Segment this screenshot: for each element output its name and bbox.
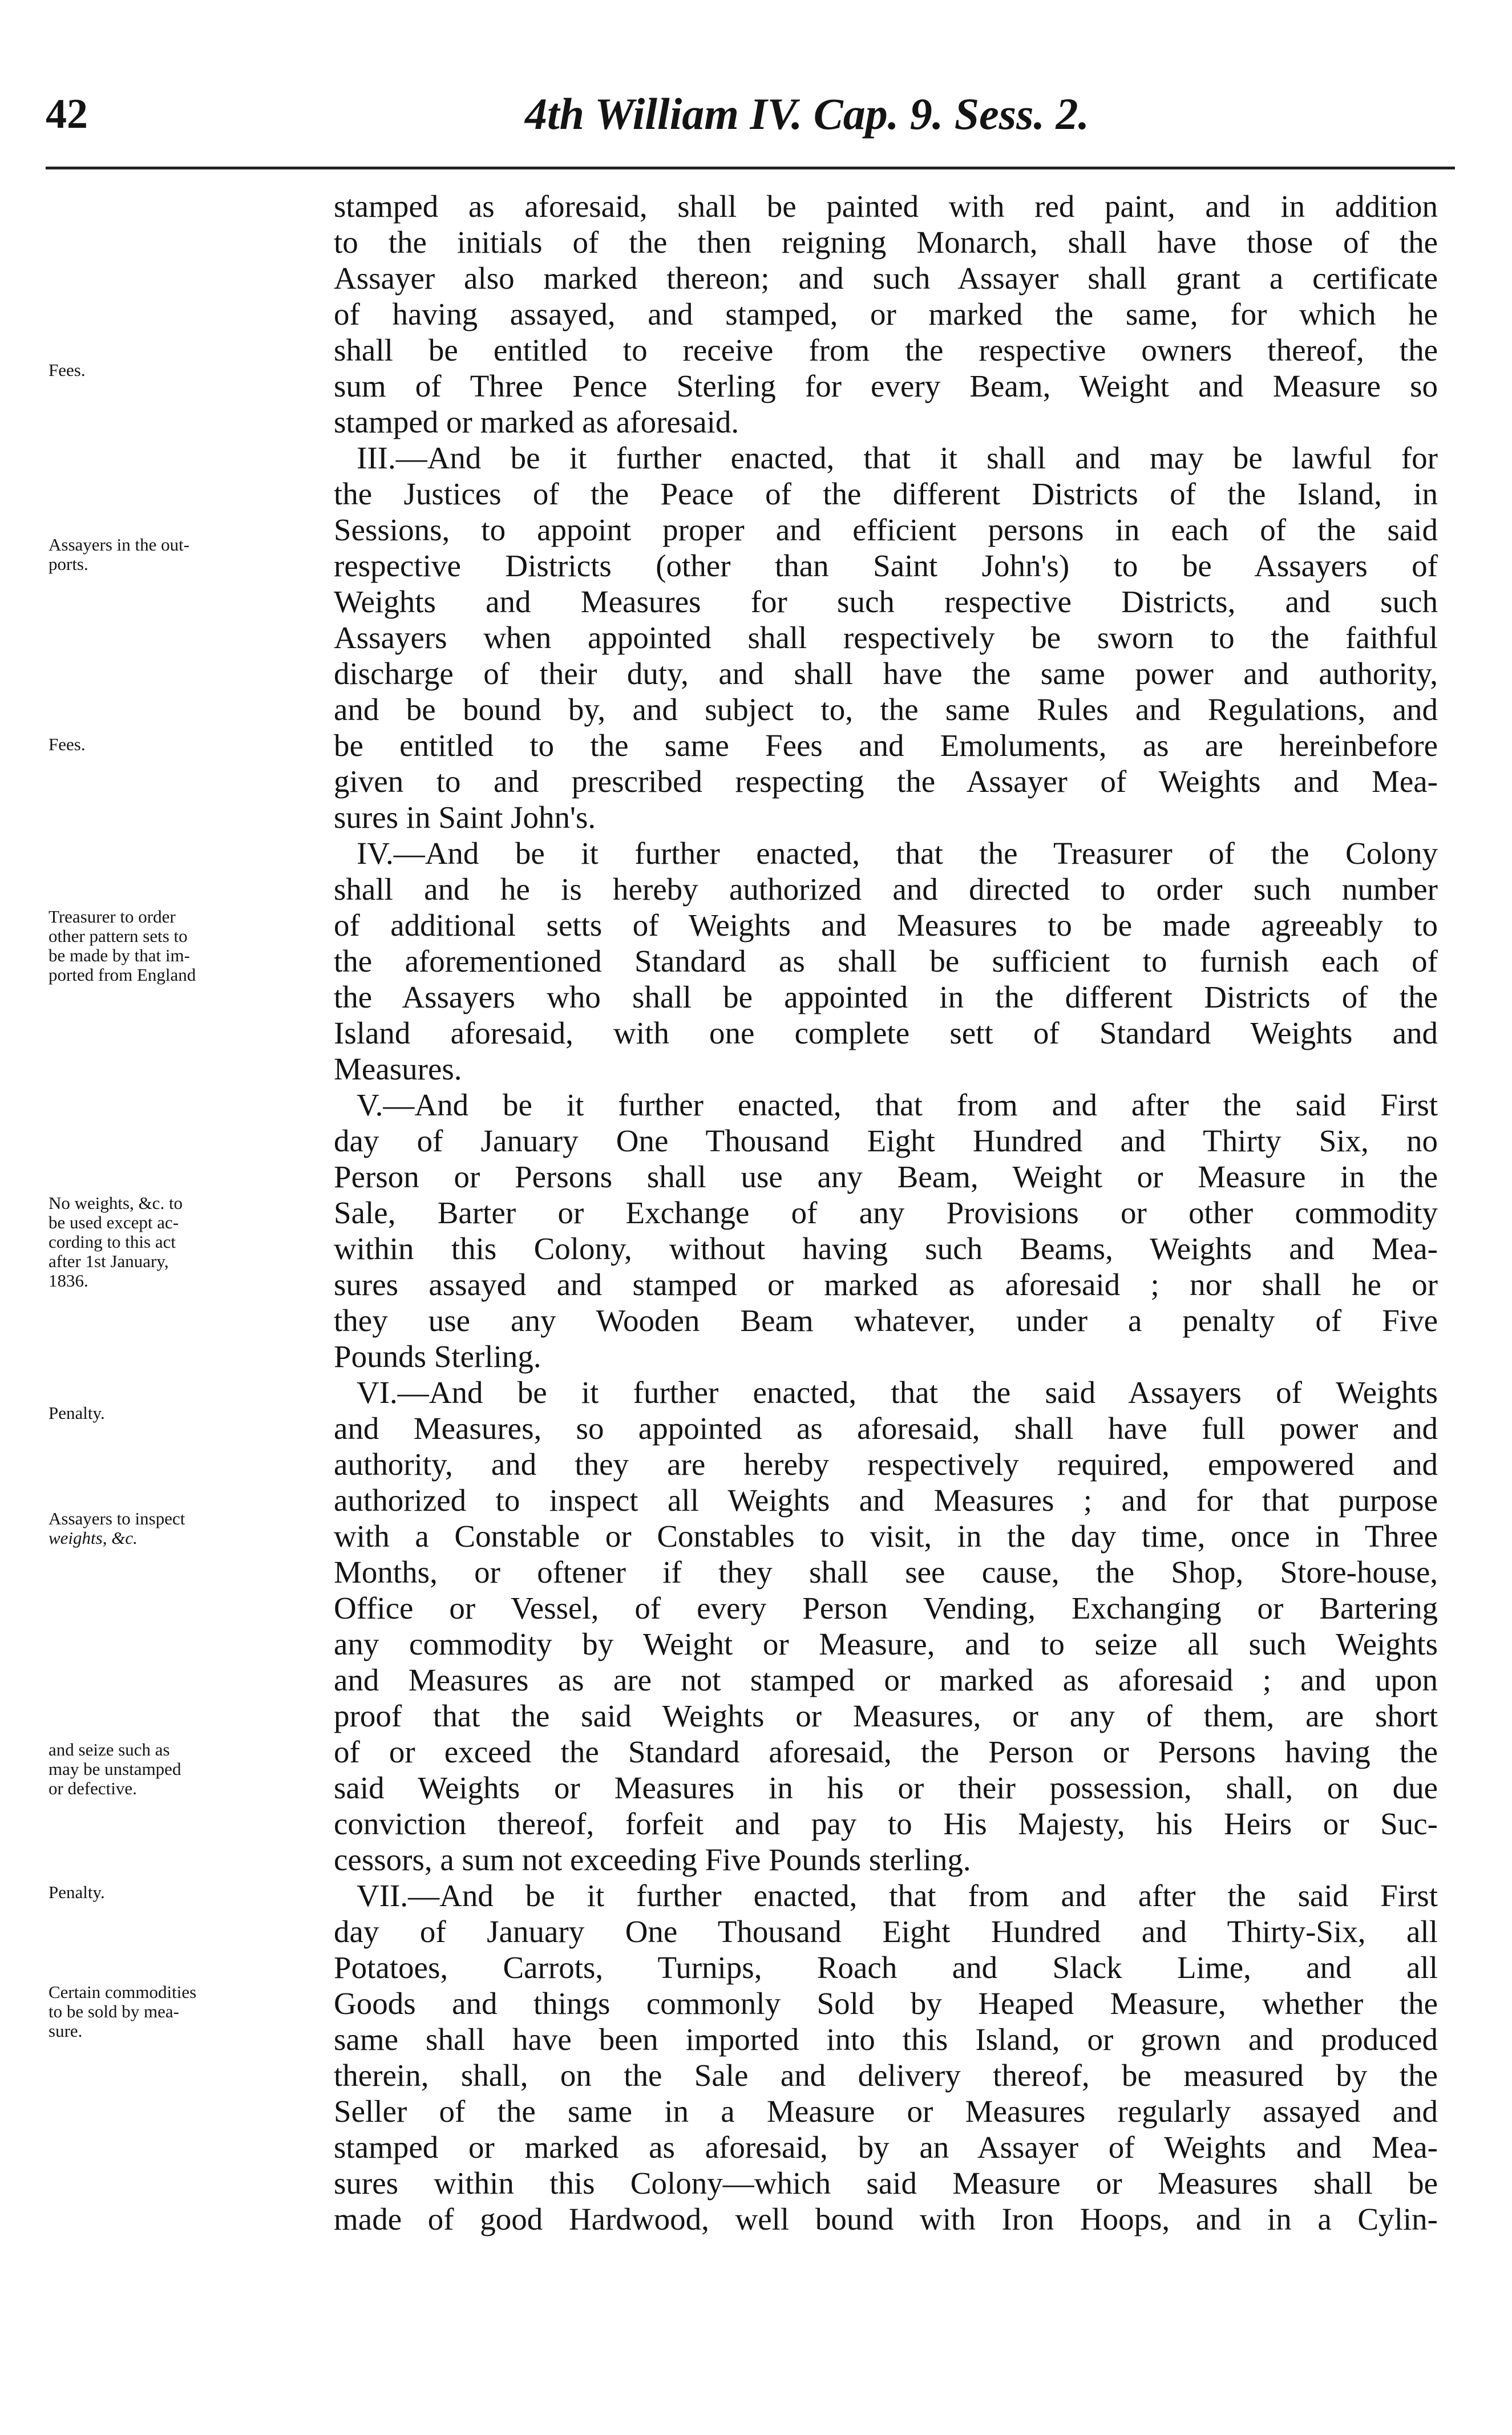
body-line: be entitled to the same Fees and Emoluments, as are hereinbefore <box>334 728 1438 763</box>
body-line: and be bound by, and subject to, the same Rules and Regulations, and <box>334 692 1438 727</box>
body-line: Pounds Sterling. <box>334 1339 541 1374</box>
body-line: therein, shall, on the Sale and delivery thereof, be measured by the <box>334 2058 1438 2093</box>
body-line: of additional setts of Weights and Measures to be made agreeably to <box>334 908 1438 943</box>
body-line: Island aforesaid, with one complete sett of Standard Weights and <box>334 1016 1438 1050</box>
running-head: 4th William IV. Cap. 9. Sess. 2. <box>525 89 1090 139</box>
body-line: respective Districts (other than Saint John's) to be Assayers of <box>334 548 1438 583</box>
body-line: within this Colony, without having such Beams, Weights and Mea- <box>334 1231 1438 1266</box>
body-line: sures in Saint John's. <box>334 800 596 835</box>
body-line: Assayer also marked thereon; and such Assayer shall grant a certificate <box>334 261 1438 296</box>
body-line: conviction thereof, forfeit and pay to His Majesty, his Heirs or Suc- <box>334 1806 1438 1841</box>
body-line: VII.—And be it further enacted, that from and after the said First <box>357 1878 1438 1913</box>
body-line: they use any Wooden Beam whatever, under a penalty of Five <box>334 1303 1438 1338</box>
margin-note-treasurer <box>48 907 322 985</box>
body-line: VI.—And be it further enacted, that the said Assayers of Weights <box>357 1375 1438 1410</box>
body-line: sures assayed and stamped or marked as aforesaid ; nor shall he or <box>334 1267 1438 1302</box>
body-line: proof that the said Weights or Measures, or any of them, are short <box>334 1698 1438 1733</box>
body-line: to the initials of the then reigning Monarch, shall have those of the <box>334 225 1438 260</box>
body-line: authorized to inspect all Weights and Measures ; and for that purpose <box>334 1483 1438 1518</box>
body-line: sures within this Colony—which said Measure or Measures shall be <box>334 2166 1438 2201</box>
body-line: given to and prescribed respecting the Assayer of Weights and Mea- <box>334 764 1438 799</box>
body-line: Sale, Barter or Exchange of any Provisions or other commodity <box>334 1195 1438 1230</box>
margin-note-line: sure. <box>48 2021 83 2041</box>
margin-note-line: ported from England <box>48 965 196 985</box>
margin-note-assayers-inspect <box>48 1509 322 1548</box>
body-line: day of January One Thousand Eight Hundred and Thirty-Six, all <box>334 1914 1438 1949</box>
body-line: and Measures as are not stamped or marked as aforesaid ; and upon <box>334 1663 1438 1697</box>
margin-note-line: other pattern sets to <box>48 926 188 946</box>
body-line: the aforementioned Standard as shall be sufficient to furnish each of <box>334 944 1438 978</box>
body-line: same shall have been imported into this Island, or grown and produced <box>334 2022 1438 2057</box>
body-line: shall and he is hereby authorized and directed to order such number <box>334 872 1438 907</box>
body-line: Goods and things commonly Sold by Heaped Measure, whether the <box>334 1986 1438 2021</box>
body-line: Potatoes, Carrots, Turnips, Roach and Slack Lime, and all <box>334 1950 1438 1985</box>
header-rule <box>46 167 1455 169</box>
page-number: 42 <box>46 91 88 137</box>
margin-note-line: may be unstamped <box>48 1759 181 1779</box>
margin-note-line: Certain commodities <box>48 1982 197 2002</box>
margin-note-line: Assayers in the out- <box>48 535 190 555</box>
body-line: made of good Hardwood, well bound with Iron Hoops, and in a Cylin- <box>334 2202 1438 2236</box>
body-line: Person or Persons shall use any Beam, Weight or Measure in the <box>334 1159 1438 1194</box>
body-line: Assayers when appointed shall respectively be sworn to the faithful <box>334 620 1438 655</box>
body-line: Months, or oftener if they shall see cause, the Shop, Store-house, <box>334 1555 1438 1589</box>
body-line: Seller of the same in a Measure or Measures regularly assayed and <box>334 2094 1438 2129</box>
body-line: and Measures, so appointed as aforesaid, shall have full power and <box>334 1411 1438 1446</box>
margin-note-line: Penalty. <box>48 1403 105 1423</box>
margin-note-line: 1836. <box>48 1271 88 1291</box>
margin-note-line: Treasurer to order <box>48 907 176 927</box>
body-line: stamped or marked as aforesaid, by an Assayer of Weights and Mea- <box>334 2130 1438 2165</box>
body-line: III.—And be it further enacted, that it shall and may be lawful for <box>357 440 1438 475</box>
margin-note-penalty-2 <box>48 1883 322 1902</box>
margin-note-no-weights <box>48 1194 322 1291</box>
body-line: the Justices of the Peace of the different Districts of the Island, in <box>334 476 1438 511</box>
margin-note-line: be used except ac- <box>48 1212 179 1232</box>
body-line: cessors, a sum not exceeding Five Pounds sterling. <box>334 1842 971 1877</box>
body-line: stamped or marked as aforesaid. <box>334 405 739 439</box>
margin-note-line: and seize such as <box>48 1740 170 1759</box>
body-line: Sessions, to appoint proper and efficient persons in each of the said <box>334 512 1438 547</box>
margin-note-line: Fees. <box>48 360 86 380</box>
margin-note-line: Assayers to inspect <box>48 1508 185 1528</box>
body-line: IV.—And be it further enacted, that the Treasurer of the Colony <box>357 836 1438 871</box>
body-line: the Assayers who shall be appointed in the different Districts of the <box>334 980 1438 1014</box>
body-line: any commodity by Weight or Measure, and to seize all such Weights <box>334 1627 1438 1661</box>
body-line: V.—And be it further enacted, that from and after the said First <box>357 1087 1438 1122</box>
margin-note-fees-2 <box>48 735 322 754</box>
margin-note-fees <box>48 361 322 380</box>
margin-note-line: Fees. <box>48 734 86 754</box>
margin-note-assayers-outports <box>48 535 322 574</box>
body-line: stamped as aforesaid, shall be painted with red paint, and in addition <box>334 189 1438 224</box>
margin-note-line: ports. <box>48 554 88 574</box>
margin-note-seize <box>48 1740 322 1798</box>
body-line: discharge of their duty, and shall have the same power and authority, <box>334 656 1438 691</box>
margin-note-line: No weights, &c. to <box>48 1193 183 1213</box>
body-text <box>334 188 1438 2237</box>
margin-note-line: Penalty. <box>48 1882 105 1902</box>
body-line: sum of Three Pence Sterling for every Beam, Weight and Measure so <box>334 369 1438 403</box>
body-line: Office or Vessel, of every Person Vending, Exchanging or Bartering <box>334 1591 1438 1625</box>
page-header <box>46 86 1461 148</box>
body-line: Measures. <box>334 1051 462 1086</box>
body-line: with a Constable or Constables to visit, in the day time, once in Three <box>334 1519 1438 1554</box>
body-line: authority, and they are hereby respectively required, empowered and <box>334 1447 1438 1482</box>
margin-note-penalty <box>48 1403 322 1423</box>
margin-note-line: cording to this act <box>48 1232 176 1252</box>
margin-note-line: weights, &c. <box>48 1528 138 1548</box>
body-line: day of January One Thousand Eight Hundred and Thirty Six, no <box>334 1123 1438 1158</box>
body-line: said Weights or Measures in his or their possession, shall, on due <box>334 1770 1438 1805</box>
body-line: of having assayed, and stamped, or marked the same, for which he <box>334 297 1438 331</box>
body-line: of or exceed the Standard aforesaid, the Person or Persons having the <box>334 1734 1438 1769</box>
margin-note-line: be made by that im- <box>48 945 190 965</box>
body-line: Weights and Measures for such respective Districts, and such <box>334 584 1438 619</box>
margin-note-line: after 1st January, <box>48 1251 169 1271</box>
margin-note-commodities <box>48 1983 322 2041</box>
margin-note-line: or defective. <box>48 1778 137 1798</box>
margin-note-line: to be sold by mea- <box>48 2001 180 2021</box>
body-line: shall be entitled to receive from the respective owners thereof, the <box>334 333 1438 367</box>
